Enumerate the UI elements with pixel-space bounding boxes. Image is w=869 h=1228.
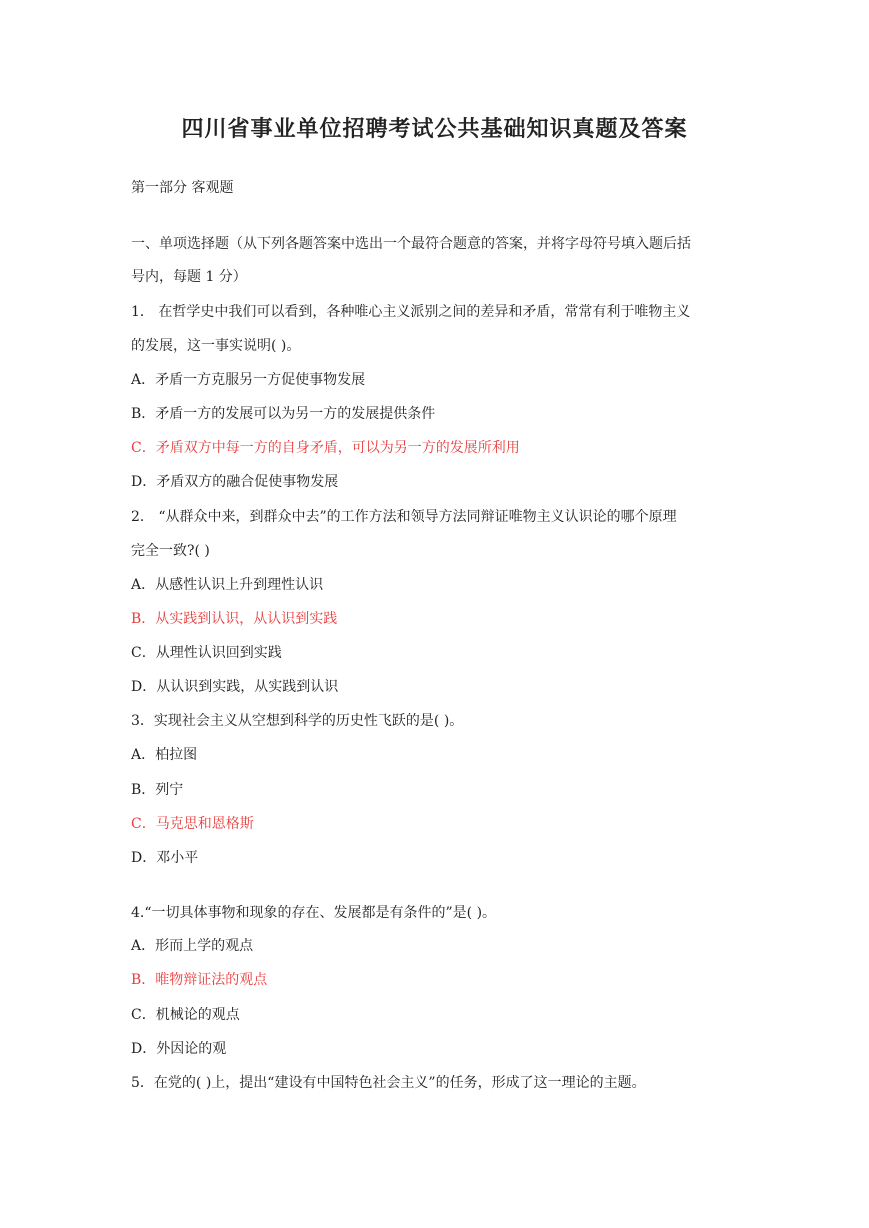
question-4-option-b-answer: B．唯物辩证法的观点 (131, 972, 268, 988)
question-4-option-d: D．外因论的观 (131, 1041, 227, 1057)
question-3-option-a: A．柏拉图 (131, 747, 198, 763)
question-1-option-a: A．矛盾一方克服另一方促使事物发展 (131, 372, 366, 388)
question-3-option-d: D．邓小平 (131, 850, 199, 866)
question-4-stem: 4.“一切具体事物和现象的存在、发展都是有条件的”是( )。 (131, 905, 497, 921)
question-2-stem-cont: 完全一致?( ) (131, 543, 210, 559)
section-heading-cont: 号内，每题 1 分） (131, 269, 247, 285)
question-3-option-b: B．列宁 (131, 782, 184, 798)
question-1-option-b: B．矛盾一方的发展可以为另一方的发展提供条件 (131, 406, 436, 422)
question-2-stem: 2． “从群众中来，到群众中去”的工作方法和领导方法同辩证唯物主义认识论的哪个原理 (131, 509, 677, 525)
question-3-stem: 3．实现社会主义从空想到科学的历史性飞跃的是( )。 (131, 713, 464, 729)
question-4-option-a: A．形而上学的观点 (131, 938, 254, 954)
question-1-option-d: D．矛盾双方的融合促使事物发展 (131, 474, 339, 490)
question-1-option-c-answer: C．矛盾双方中每一方的自身矛盾，可以为另一方的发展所利用 (131, 440, 520, 456)
question-2-option-b-answer: B．从实践到认识，从认识到实践 (131, 611, 338, 627)
question-3-option-c-answer: C．马克思和恩格斯 (131, 816, 254, 832)
question-5-stem: 5．在党的( )上，提出“建设有中国特色社会主义”的任务，形成了这一理论的主题。 (131, 1075, 646, 1091)
question-2-option-d: D．从认识到实践，从实践到认识 (131, 679, 339, 695)
document-title: 四川省事业单位招聘考试公共基础知识真题及答案 (181, 116, 688, 142)
question-1-stem-cont: 的发展，这一事实说明( )。 (131, 338, 301, 354)
question-2-option-c: C．从理性认识回到实践 (131, 645, 282, 661)
question-4-option-c: C．机械论的观点 (131, 1007, 240, 1023)
part-heading: 第一部分 客观题 (131, 180, 234, 196)
question-1-stem: 1． 在哲学史中我们可以看到，各种唯心主义派别之间的差异和矛盾，常常有利于唯物主义 (131, 304, 691, 320)
question-2-option-a: A．从感性认识上升到理性认识 (131, 577, 324, 593)
section-heading: 一、单项选择题（从下列各题答案中选出一个最符合题意的答案，并将字母符号填入题后括 (131, 236, 691, 252)
